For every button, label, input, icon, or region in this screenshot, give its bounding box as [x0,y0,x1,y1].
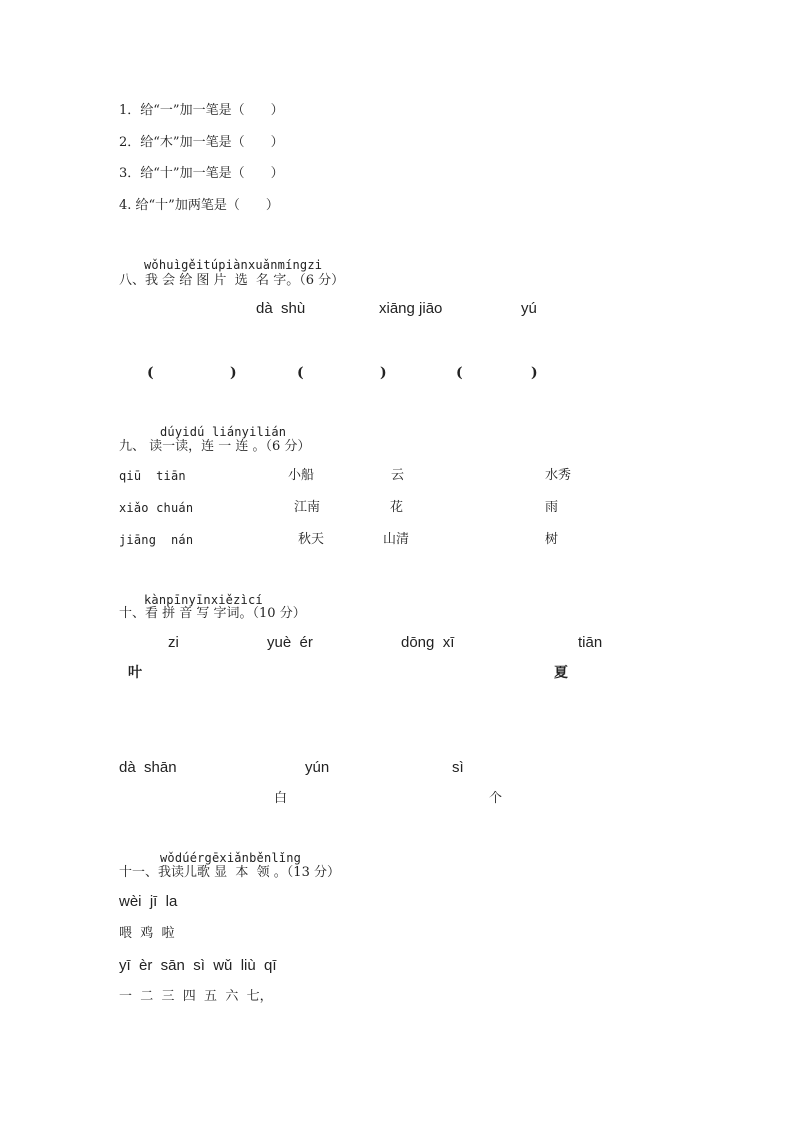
write-pinyin-6: yún [305,759,330,776]
question-3: 3．给“十”加一笔是（ ） [119,166,284,181]
section-8-pinyin: wǒhuìgěitúpiànxuǎnmíngzi [144,258,323,272]
match-word-6: 山清 [383,532,410,547]
write-char-2: 夏 [554,665,568,681]
answer-paren-open-1: ( [147,365,154,381]
answer-paren-open-2: ( [297,365,304,381]
write-pinyin-7: sì [452,759,464,776]
question-4: 4. 给“十”加两笔是（ ） [119,198,279,213]
match-word-3: 秋天 [298,532,325,547]
write-pinyin-4: tiān [578,634,603,651]
section-9-title: 九、 读一读，连 一 连 。（6 分） [119,439,311,454]
match-pinyin-3: jiāng nán [119,533,194,547]
answer-paren-close-1: ) [230,365,237,381]
rhyme-line-2-pinyin: yī èr sān sì wǔ liù qī [119,957,277,974]
match-pinyin-1: qiū tiān [119,469,186,483]
write-pinyin-1: zi [168,634,179,651]
rhyme-line-1: 喂 鸡 啦 [119,926,175,941]
write-pinyin-2: yuè ér [267,634,313,651]
section-11-title: 十一、我读儿歌 显 本 领 。（13 分） [119,865,340,880]
section-10-title: 十、看 拼 音 写 字词。（10 分） [119,606,306,621]
write-char-4: 个 [489,791,503,806]
match-word-2: 江南 [294,500,321,515]
section-8-word-3: yú [521,300,537,317]
match-pinyin-2: xiǎo chuán [119,501,194,515]
match-word-5: 花 [390,500,404,515]
section-10-pinyin: kànpīnyīnxiězìcí [144,593,263,607]
answer-paren-close-3: ) [531,365,538,381]
write-char-1: 叶 [128,665,142,681]
match-word-4: 云 [391,468,405,483]
match-word-8: 雨 [545,500,559,515]
rhyme-line-2: 一 二 三 四 五 六 七， [119,989,273,1004]
question-2: 2．给“木”加一笔是（ ） [119,135,284,150]
rhyme-line-1-pinyin: wèi jī la [119,893,178,910]
write-char-3: 白 [274,791,288,806]
answer-paren-open-3: ( [456,365,463,381]
write-pinyin-3: dōng xī [401,634,455,651]
match-word-1: 小船 [288,468,315,483]
section-9-pinyin: dúyidú liányilián [160,425,287,439]
section-11-pinyin: wǒdúérgēxiǎnběnlǐng [160,851,302,865]
section-8-word-2: xiāng jiāo [379,300,443,317]
section-8-word-1: dà shù [256,300,306,317]
match-word-7: 水秀 [545,468,572,483]
question-1: 1．给“一”加一笔是（ ） [119,103,284,118]
answer-paren-close-2: ) [380,365,387,381]
write-pinyin-5: dà shān [119,759,177,776]
section-8-title: 八、我 会 给 图 片 选 名 字。（6 分） [119,273,345,288]
match-word-9: 树 [545,532,559,547]
